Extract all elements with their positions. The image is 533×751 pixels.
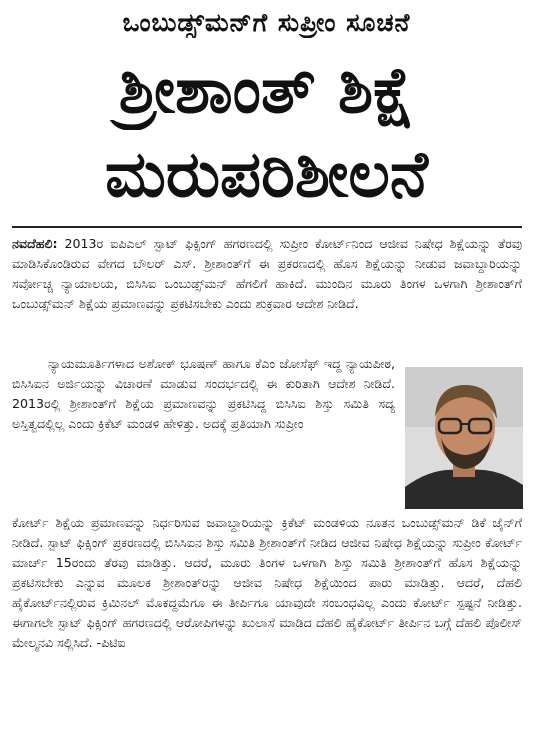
headline-line-2: ಮರುಪರಿಶೀಲನೆ bbox=[104, 138, 428, 212]
dateline: ನವದೆಹಲಿ: bbox=[12, 236, 58, 251]
player-photo bbox=[405, 367, 523, 509]
headline-line-1: ಶ್ರೀಶಾಂತ್ ಶಿಕ್ಷೆ bbox=[118, 54, 415, 128]
article-paragraph-2: ನ್ಯಾಯಮೂರ್ತಿಗಳಾದ ಅಶೋಕ್ ಭೂಷಣ್ ಹಾಗೂ ಕೆಎಂ ಜೋಸೆಫ್ ಇದ್ದ ನ್ಯಾಯಪೀಠ, ಬಿಸಿಸಿಐನ ಅರ್ಜಿಯನ್ನು ವಿಚಾರಣೆ ಮಾಡುವ ಸಂದರ್ಭದಲ್ಲಿ ಈ ಕುರಿತಾಗಿ ಆದೇಶ ನೀಡಿದೆ. 2013ರಲ್ಲಿ ಶ್ರೀಶಾಂತ್‌ಗೆ ಶಿಕ್ಷೆಯ ಪ್ರಮಾಣವನ್ನು ಪ್ರಕಟಿಸಿದ್ದ ಬಿಸಿಸಿಐ ಶಿಸ್ತು ಸಮಿತಿ ಸದ್ಯ ಅಸ್ತಿತ್ವದಲ್ಲಿಲ್ಲ ಎಂದು ಕ್ರಿಕೆಟ್ ಮಂಡಳಿ ಹೇಳಿತ್ತು. ಅದಕ್ಕೆ ಪ್ರತಿಯಾಗಿ ಸುಪ್ರೀಂ bbox=[12, 356, 395, 431]
kicker-headline: ಒಂಬುಡ್ಸ್‌ಮನ್‌ಗೆ ಸುಪ್ರೀಂ ಸೂಚನೆ bbox=[122, 8, 411, 37]
paragraph-1-text: 2013ರ ಐಪಿಎಲ್ ಸ್ಪಾಟ್ ಫಿಕ್ಸಿಂಗ್ ಹಗರಣದಲ್ಲಿ ಸುಪ್ರೀಂ ಕೋರ್ಟ್‌ನಿಂದ ಆಜೀವ ನಿಷೇಧ ಶಿಕ್ಷೆಯನ್ನು ತೆರವು ಮಾಡಿಸಿಕೊಂಡಿರುವ ವೇಗದ ಬೌಲರ್ ಎಸ್. ಶ್ರೀಶಾಂತ್‌ಗೆ ಈ ಪ್ರಕರಣದಲ್ಲಿ ಹೊಸ ಶಿಕ್ಷೆಯನ್ನು ನೀಡುವ ಜವಾಬ್ದಾರಿಯನ್ನು ಸರ್ವೋಚ್ಚ ನ್ಯಾಯಾಲಯ, ಬಿಸಿಸಿಐ ಒಂಬುಡ್ಸ್‌ಮನ್ ಹೆಗಲಿಗೆ ಹಾಕಿದೆ. ಮುಂದಿನ ಮೂರು ತಿಂಗಳ ಒಳಗಾಗಿ ಶ್ರೀಶಾಂತ್‌ಗೆ ಒಂಬುಡ್ಸ್‌ಮನ್ ಶಿಕ್ಷೆಯ ಪ್ರಮಾಣವನ್ನು ಪ್ರಕಟಿಸಬೇಕು ಎಂದು ಶುಕ್ರವಾರ ಆದೇಶ ನೀಡಿದೆ. bbox=[12, 236, 522, 311]
person-photo-icon bbox=[405, 367, 523, 509]
article-paragraph-1 bbox=[12, 234, 522, 314]
article-paragraph-3: ಕೋರ್ಟ್ ಶಿಕ್ಷೆಯ ಪ್ರಮಾಣವನ್ನು ನಿರ್ಧರಿಸುವ ಜವಾಬ್ದಾರಿಯನ್ನು ಕ್ರಿಕೆಟ್ ಮಂಡಳಿಯ ನೂತನ ಒಂಬುಡ್ಸ್‌ಮನ್ ಡಿಕೆ ಜೈನ್‌ಗೆ ನೀಡಿದೆ. ಸ್ಪಾಟ್ ಫಿಕ್ಸಿಂಗ್ ಪ್ರಕರಣದಲ್ಲಿ ಬಿಸಿಸಿಐನ ಶಿಸ್ತು ಸಮಿತಿ ಶ್ರೀಶಾಂತ್‌ಗೆ ನೀಡಿದ ಆಜೀವ ನಿಷೇಧ ಶಿಕ್ಷೆಯನ್ನು ಸುಪ್ರೀಂ ಕೋರ್ಟ್ ಮಾರ್ಚ್ 15ರಂದು ತೆರವು ಮಾಡಿತ್ತು. ಆದರೆ, ಮೂರು ತಿಂಗಳ ಒಳಗಾಗಿ ಶಿಸ್ತು ಸಮಿತಿ ಶ್ರೀಶಾಂತ್‌ಗೆ ಹೊಸ ಶಿಕ್ಷೆಯನ್ನು ಪ್ರಕಟಿಸಬೇಕು ಎನ್ನುವ ಮೂಲಕ ಶ್ರೀಶಾಂತ್‌ರನ್ನು ಆಜೀವ ನಿಷೇಧ ಶಿಕ್ಷೆಯಿಂದ ಪಾರು ಮಾಡಿತ್ತು. ಆದರೆ, ದೆಹಲಿ ಹೈಕೋರ್ಟ್‌ನಲ್ಲಿರುವ ಕ್ರಿಮಿನಲ್ ಮೊಕದ್ದಮೆಗೂ ಈ ತೀರ್ಪಿಗೂ ಯಾವುದೇ ಸಂಬಂಧವಿಲ್ಲ ಎಂದು ಕೋರ್ಟ್ ಸ್ಪಷ್ಟನೆ ನೀಡಿತ್ತು. ಈಗಾಗಲೇ ಸ್ಪಾಟ್ ಫಿಕ್ಸಿಂಗ್ ಹಗರಣದಲ್ಲಿ ಆರೋಪಿಗಳನ್ನು ಖುಲಾಸೆ ಮಾಡಿದ ದೆಹಲಿ ಹೈಕೋರ್ಟ್ ತೀರ್ಪಿನ ಬಗ್ಗೆ ದೆಹಲಿ ಪೊಲೀಸ್ ಮೇಲ್ಮನವಿ ಸಲ್ಲಿಸಿದೆ. -ಪಿಟಿಐ bbox=[12, 515, 522, 650]
divider bbox=[12, 226, 522, 228]
